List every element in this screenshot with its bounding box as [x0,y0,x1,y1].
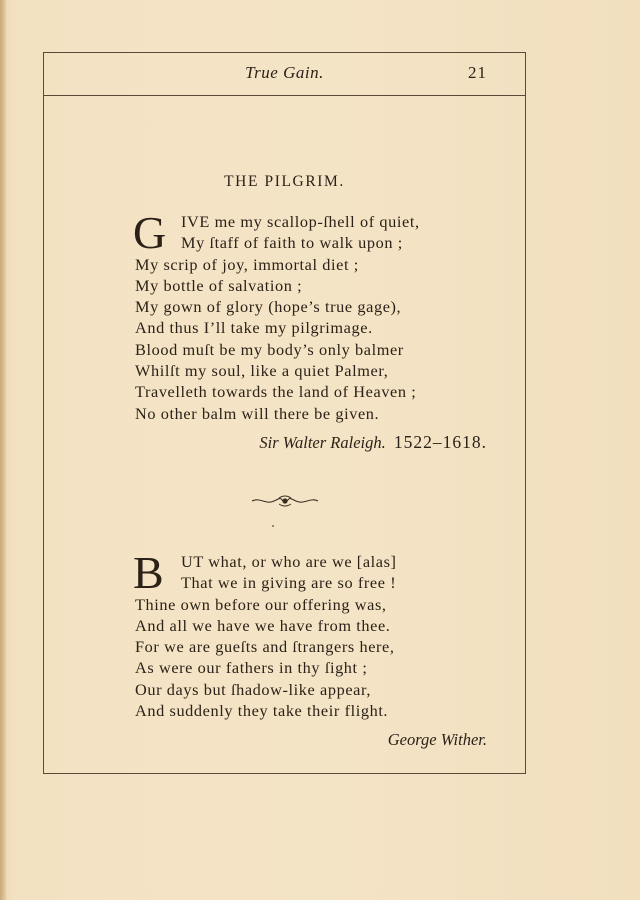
paper-speck [272,525,274,527]
drop-cap-b: B [133,547,165,598]
poem-pilgrim [133,207,420,424]
poem-line: And all we have we have from thee. [135,615,391,635]
poem-line: And thus I’ll take my pilgrimage. [135,318,373,338]
drop-cap-g: G [133,207,167,258]
poem-line: IVE me my scallop-ſhell of quiet, [181,212,420,231]
page-number: 21 [468,63,487,82]
poem-line: And suddenly they take their flight. [135,701,389,721]
poem-line: For we are gueſts and ſtrangers here, [135,637,395,657]
poem-line: My ſtaff of faith to walk upon ; [181,233,403,253]
attribution-wither [388,730,487,750]
author-name: Sir Walter Raleigh. [259,433,386,452]
poem-line: That we in giving are so free ! [181,573,397,593]
poem-line: Thine own before our offering was, [135,594,387,614]
poem-wither [133,547,397,721]
poem-line: UT what, or who are we [alas] [181,552,397,571]
poem-line: As were our fathers in thy ſight ; [135,658,368,678]
poem-line: My scrip of joy, immortal diet ; [135,254,359,274]
poem-line: My gown of glory (hope’s true gage), [135,297,402,317]
attribution-raleigh [259,432,487,453]
running-title: True Gain. [245,63,324,82]
page-frame [43,52,526,774]
poem-line: No other balm will there be given. [135,403,380,423]
fleuron-ornament-icon [250,494,320,508]
author-dates: 1522–1618. [393,432,487,452]
poem-line: Travelleth towards the land of Heaven ; [135,382,417,402]
header-rule [44,95,525,96]
book-spine-shadow [0,0,6,900]
poem-line: Blood muſt be my body’s only balmer [135,339,404,359]
author-name: George Wither. [387,730,487,749]
poem-line: Our days but ſhadow-like appear, [135,679,372,699]
poem-line: My bottle of salvation ; [135,275,303,295]
poem-line: Whilſt my soul, like a quiet Palmer, [135,361,389,381]
poem-title: THE PILGRIM. [224,173,345,190]
